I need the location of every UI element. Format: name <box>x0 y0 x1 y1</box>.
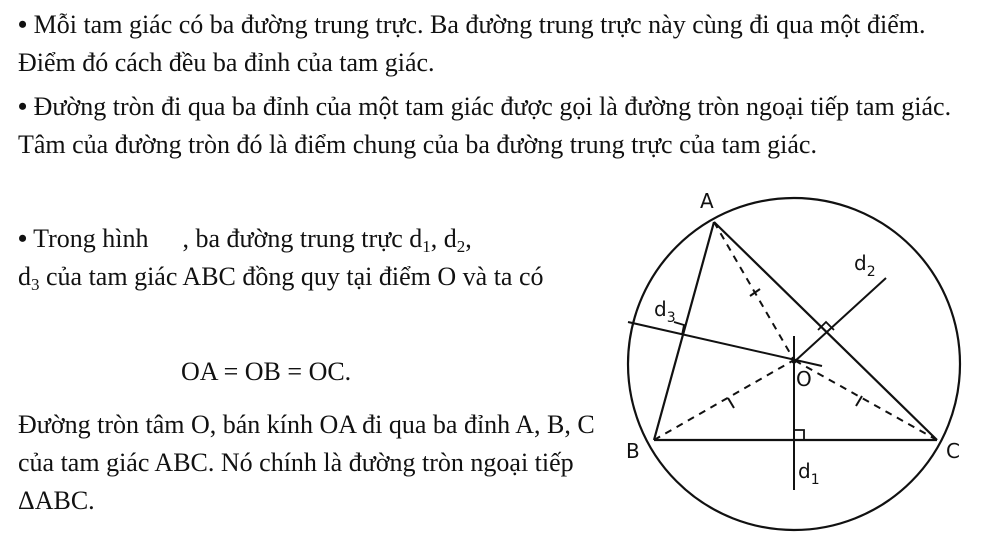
side-ac <box>714 222 937 440</box>
vertex-label-c: C <box>946 439 960 463</box>
center-point-o <box>791 358 796 363</box>
text-run: , <box>465 224 472 253</box>
label-main: d <box>654 297 667 321</box>
paragraph-text: Đường tròn đi qua ba đỉnh của một tam giác được gọi là đường tròn ngoại tiếp tam giác. Tâm của đường tròn đó là điểm chung của ba đường trung trực của tam giác. <box>18 92 952 159</box>
equation: OA = OB = OC. <box>181 357 352 386</box>
label-subscript: 2 <box>866 264 876 280</box>
radius-ob <box>654 360 794 440</box>
tick-mark-oa <box>750 289 760 296</box>
text-run: , ba đường trung trực d <box>182 224 423 253</box>
tick-mark-ob <box>728 398 734 408</box>
bullet: • <box>18 10 28 39</box>
text-run: , d <box>430 224 457 253</box>
text-run: Trong hình <box>33 224 149 253</box>
center-label-o: O <box>796 367 812 391</box>
vertex-label-b: B <box>626 439 640 463</box>
side-ab <box>654 222 714 440</box>
subscript: 3 <box>31 275 40 294</box>
bisector-d2 <box>794 278 886 362</box>
paragraph-text: Mỗi tam giác có ba đường trung trực. Ba đường trung trực này cùng đi qua một điểm. Điểm đó cách đều ba đỉnh của tam giác. <box>18 10 926 77</box>
text-run: của tam giác ABC đồng quy tại điểm O và ta có <box>39 262 544 291</box>
label-subscript: 1 <box>810 472 820 488</box>
vertex-label-a: A <box>700 189 714 213</box>
label-subscript: 3 <box>666 310 676 326</box>
right-angle-mark-d1 <box>794 430 804 440</box>
radius-oa <box>714 222 794 360</box>
paragraph-median-lines <box>18 6 984 82</box>
label-main: d <box>798 459 811 483</box>
subscript: 2 <box>456 237 466 256</box>
bullet: • <box>18 92 28 121</box>
radius-oc <box>794 360 937 440</box>
bullet: • <box>18 224 28 253</box>
paragraph-circumcircle-conclusion: Đường tròn tâm O, bán kính OA đi qua ba đỉnh A, B, C của tam giác ABC. Nó chính là đường tròn ngoại tiếp ΔABC. <box>18 410 595 515</box>
paragraph-figure-reference <box>18 220 598 296</box>
figure-svg <box>600 188 995 538</box>
tick-mark-oc <box>856 396 862 406</box>
paragraph-circumcircle-definition <box>18 88 984 164</box>
text-run: d <box>18 262 31 291</box>
triangle-circumcircle-figure <box>600 188 995 538</box>
label-d2 <box>854 251 876 280</box>
label-d1 <box>798 459 820 488</box>
subscript: 1 <box>422 237 431 256</box>
label-d3 <box>654 297 676 326</box>
label-main: d <box>854 251 867 275</box>
